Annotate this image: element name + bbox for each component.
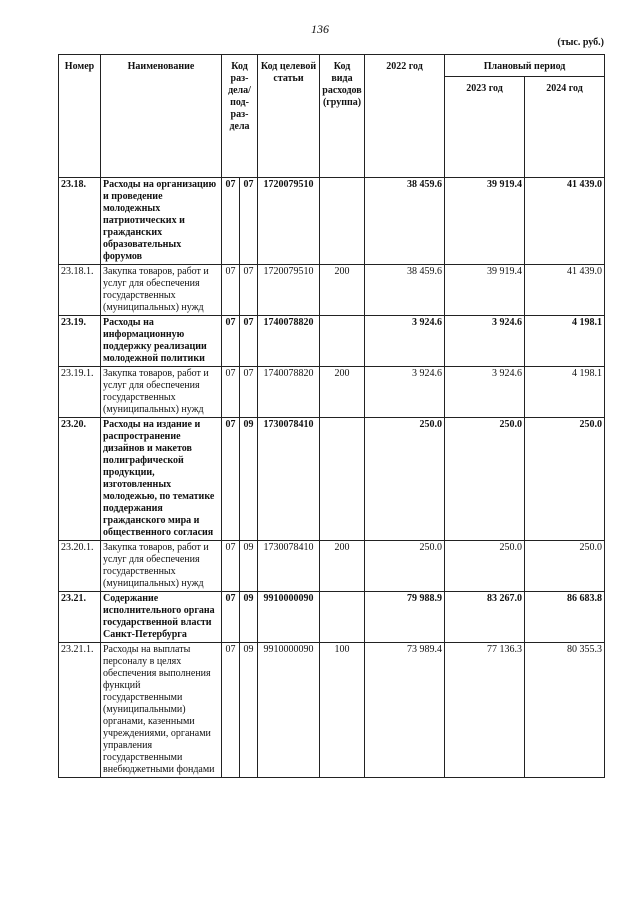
row-target-code: 1730078410 (258, 541, 320, 592)
row-2023: 3 924.6 (445, 367, 525, 418)
row-2024: 4 198.1 (525, 367, 605, 418)
row-2022: 250.0 (365, 418, 445, 541)
row-target-code: 9910000090 (258, 592, 320, 643)
table-row (59, 316, 605, 367)
row-number: 23.19.1. (59, 367, 101, 418)
row-target-code: 1740078820 (258, 367, 320, 418)
row-section: 07 (222, 643, 240, 778)
row-expense-type: 200 (320, 541, 365, 592)
row-name: Содержание исполнительного органа государственной власти Санкт-Петербурга (101, 592, 222, 643)
units-label: (тыс. руб.) (557, 37, 604, 48)
row-2022: 3 924.6 (365, 316, 445, 367)
row-expense-type: 200 (320, 265, 365, 316)
row-2024: 4 198.1 (525, 316, 605, 367)
row-section: 07 (222, 592, 240, 643)
header-year-2022: 2022 год (365, 55, 445, 178)
row-2023: 3 924.6 (445, 316, 525, 367)
row-2024: 41 439.0 (525, 178, 605, 265)
header-year-2024: 2024 год (525, 77, 605, 178)
row-2024: 250.0 (525, 418, 605, 541)
row-expense-type (320, 178, 365, 265)
page-number: 136 (311, 22, 329, 36)
row-number: 23.21. (59, 592, 101, 643)
row-expense-type: 100 (320, 643, 365, 778)
row-expense-type (320, 418, 365, 541)
row-subsection: 07 (240, 367, 258, 418)
row-section: 07 (222, 178, 240, 265)
row-section: 07 (222, 316, 240, 367)
header-name: Наименование (101, 55, 222, 178)
row-2023: 39 919.4 (445, 265, 525, 316)
row-section: 07 (222, 541, 240, 592)
row-name: Расходы на организацию и проведение молодежных патриотических и гражданских образовательных форумов (101, 178, 222, 265)
row-name: Закупка товаров, работ и услуг для обеспечения государственных (муниципальных) нужд (101, 367, 222, 418)
budget-table (58, 54, 605, 778)
row-name: Расходы на информационную поддержку реализации молодежной политики (101, 316, 222, 367)
row-2022: 79 988.9 (365, 592, 445, 643)
table-row (59, 178, 605, 265)
row-subsection: 09 (240, 418, 258, 541)
row-2024: 80 355.3 (525, 643, 605, 778)
row-2023: 250.0 (445, 418, 525, 541)
row-2022: 38 459.6 (365, 178, 445, 265)
row-target-code: 1720079510 (258, 265, 320, 316)
row-2024: 250.0 (525, 541, 605, 592)
row-expense-type: 200 (320, 367, 365, 418)
row-subsection: 07 (240, 316, 258, 367)
table-row (59, 265, 605, 316)
header-section-code: Код раз- дела/ под- раз- дела (222, 55, 258, 178)
row-2023: 83 267.0 (445, 592, 525, 643)
table-row (59, 643, 605, 778)
row-subsection: 07 (240, 265, 258, 316)
row-2023: 250.0 (445, 541, 525, 592)
row-target-code: 9910000090 (258, 643, 320, 778)
row-2024: 41 439.0 (525, 265, 605, 316)
row-section: 07 (222, 265, 240, 316)
row-number: 23.21.1. (59, 643, 101, 778)
row-section: 07 (222, 367, 240, 418)
row-2022: 38 459.6 (365, 265, 445, 316)
row-expense-type (320, 316, 365, 367)
row-expense-type (320, 592, 365, 643)
row-2024: 86 683.8 (525, 592, 605, 643)
table-row (59, 418, 605, 541)
row-subsection: 07 (240, 178, 258, 265)
row-2023: 77 136.3 (445, 643, 525, 778)
table-row (59, 367, 605, 418)
row-target-code: 1720079510 (258, 178, 320, 265)
row-number: 23.18. (59, 178, 101, 265)
row-name: Расходы на издание и распространение дизайнов и макетов полиграфической продукции, изготовленных молодежью, по тематике поддержания гражданского мира и общественного согласия (101, 418, 222, 541)
row-2023: 39 919.4 (445, 178, 525, 265)
row-number: 23.18.1. (59, 265, 101, 316)
row-subsection: 09 (240, 643, 258, 778)
row-target-code: 1730078410 (258, 418, 320, 541)
table-row (59, 541, 605, 592)
header-planned-period: Плановый период (445, 55, 605, 77)
row-2022: 73 989.4 (365, 643, 445, 778)
table-row (59, 592, 605, 643)
row-subsection: 09 (240, 541, 258, 592)
header-number: Номер (59, 55, 101, 178)
row-target-code: 1740078820 (258, 316, 320, 367)
row-2022: 3 924.6 (365, 367, 445, 418)
header-year-2023: 2023 год (445, 77, 525, 178)
row-number: 23.19. (59, 316, 101, 367)
row-number: 23.20. (59, 418, 101, 541)
row-section: 07 (222, 418, 240, 541)
row-name: Расходы на выплаты персоналу в целях обеспечения выполнения функций государственными (муниципальными) органами, казенными учреждениями, органами управления государственными внебюджетными фондами (101, 643, 222, 778)
row-2022: 250.0 (365, 541, 445, 592)
header-target-code: Код целевой статьи (258, 55, 320, 178)
row-number: 23.20.1. (59, 541, 101, 592)
row-name: Закупка товаров, работ и услуг для обеспечения государственных (муниципальных) нужд (101, 265, 222, 316)
row-subsection: 09 (240, 592, 258, 643)
header-expense-type: Код вида расходов (группа) (320, 55, 365, 178)
row-name: Закупка товаров, работ и услуг для обеспечения государственных (муниципальных) нужд (101, 541, 222, 592)
